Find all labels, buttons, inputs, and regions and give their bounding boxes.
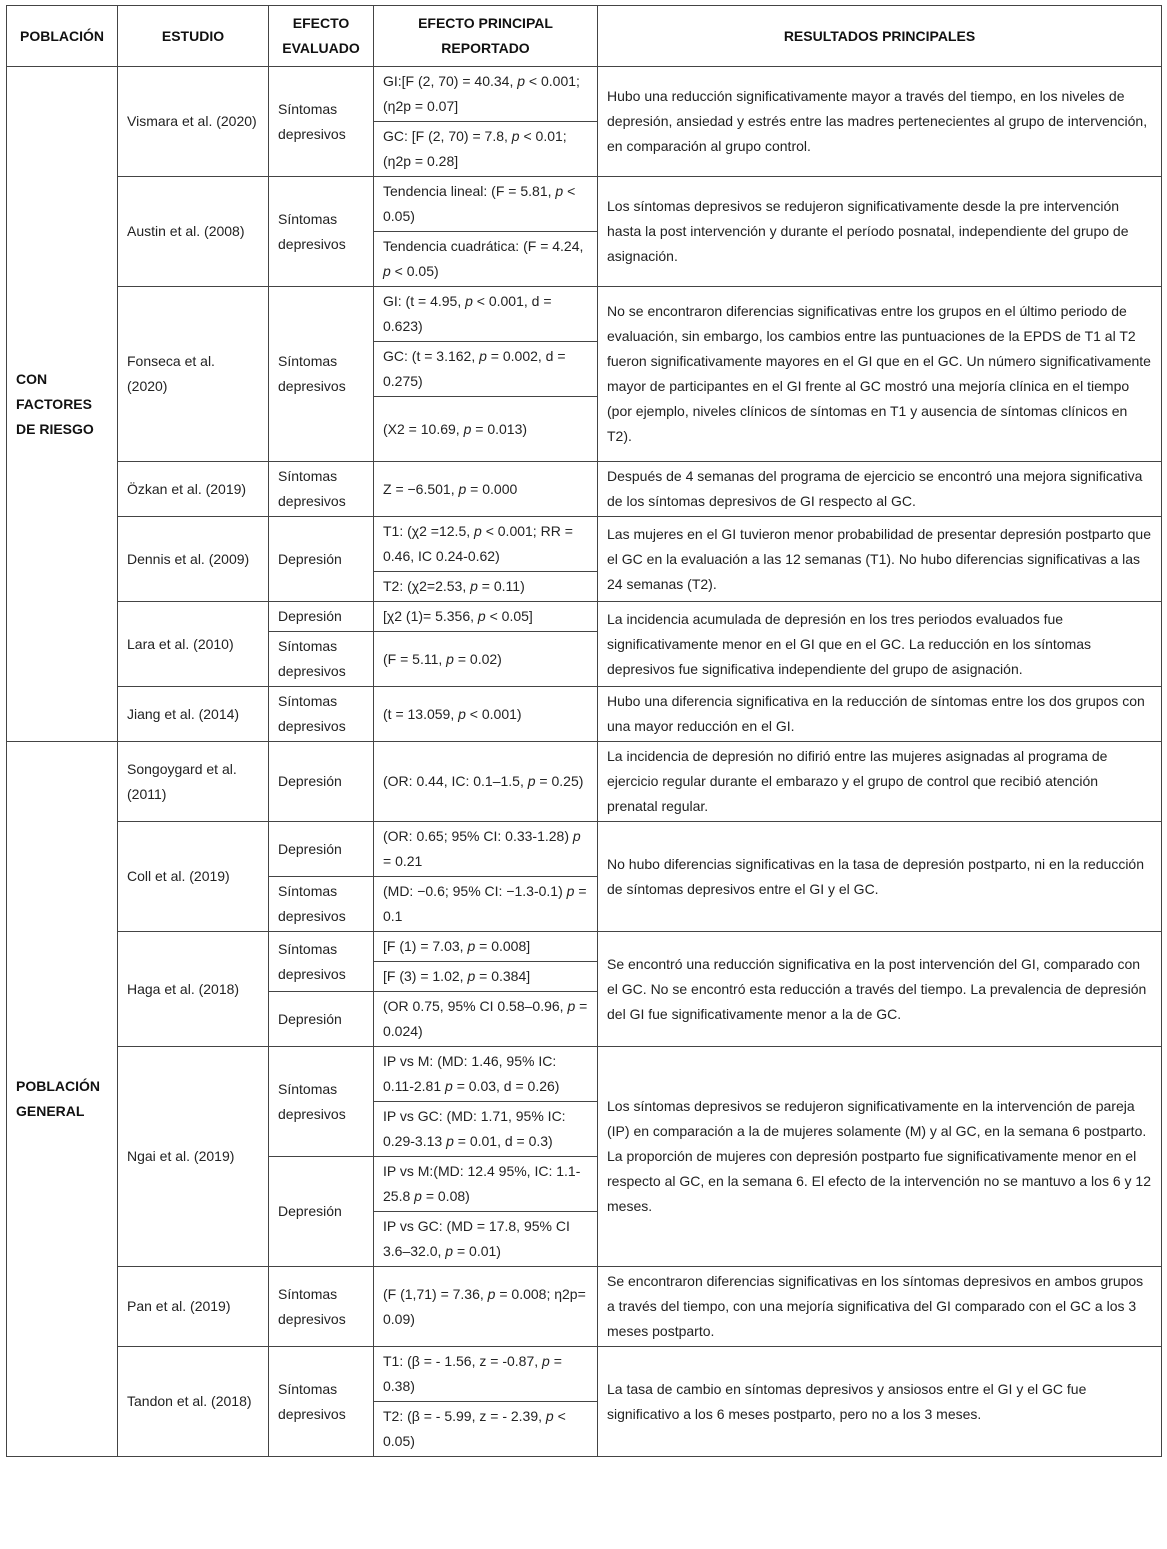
table-row bbox=[7, 1347, 1162, 1402]
effect-cell: Síntomas depresivos bbox=[269, 687, 374, 742]
effect-cell: Síntomas depresivos bbox=[269, 287, 374, 462]
study-cell: Pan et al. (2019) bbox=[118, 1267, 269, 1347]
result-cell: Hubo una diferencia significativa en la reducción de síntomas entre los dos grupos con una mayor reducción en el GI. bbox=[598, 687, 1162, 742]
table-row bbox=[7, 742, 1162, 822]
effect-cell: Síntomas depresivos bbox=[269, 177, 374, 287]
reported-effect-cell: IP vs GC: (MD: 1.71, 95% IC: 0.29-3.13 p = 0.01, d = 0.3) bbox=[374, 1102, 598, 1157]
result-cell: No hubo diferencias significativas en la tasa de depresión postparto, ni en la reducción de síntomas depresivos entre el GI y el GC. bbox=[598, 822, 1162, 932]
studies-table bbox=[6, 5, 1162, 1457]
study-cell: Dennis et al. (2009) bbox=[118, 517, 269, 602]
reported-effect-cell: Z = −6.501, p = 0.000 bbox=[374, 462, 598, 517]
table-row bbox=[7, 687, 1162, 742]
effect-cell: Síntomas depresivos bbox=[269, 877, 374, 932]
study-cell: Tandon et al. (2018) bbox=[118, 1347, 269, 1457]
result-cell: La incidencia de depresión no difirió entre las mujeres asignadas al programa de ejercicio regular durante el embarazo y el grupo de control que recibió atención prenatal regular. bbox=[598, 742, 1162, 822]
reported-effect-cell: (F (1,71) = 7.36, p = 0.008; η2p= 0.09) bbox=[374, 1267, 598, 1347]
reported-effect-cell: (t = 13.059, p < 0.001) bbox=[374, 687, 598, 742]
table-row bbox=[7, 1267, 1162, 1347]
header-poblacion: POBLACIÓN bbox=[7, 6, 118, 67]
reported-effect-cell: [F (1) = 7.03, p = 0.008] bbox=[374, 932, 598, 962]
study-cell: Vismara et al. (2020) bbox=[118, 67, 269, 177]
table-row bbox=[7, 517, 1162, 572]
effect-cell: Síntomas depresivos bbox=[269, 632, 374, 687]
effect-cell: Depresión bbox=[269, 822, 374, 877]
header-resultados: RESULTADOS PRINCIPALES bbox=[598, 6, 1162, 67]
reported-effect-cell: IP vs M:(MD: 12.4 95%, IC: 1.1-25.8 p = 0.08) bbox=[374, 1157, 598, 1212]
reported-effect-cell: Tendencia cuadrática: (F = 4.24, p < 0.05) bbox=[374, 232, 598, 287]
effect-cell: Síntomas depresivos bbox=[269, 1347, 374, 1457]
effect-cell: Depresión bbox=[269, 1157, 374, 1267]
study-cell: Haga et al. (2018) bbox=[118, 932, 269, 1047]
reported-effect-cell: T1: (β = - 1.56, z = -0.87, p = 0.38) bbox=[374, 1347, 598, 1402]
effect-cell: Depresión bbox=[269, 742, 374, 822]
result-cell: No se encontraron diferencias significativas entre los grupos en el último periodo de evaluación, sin embargo, los cambios entre las puntuaciones de la EPDS de T1 al T2 fueron significativamente mayores en el GI que en el GC. Un número significativamente mayor de participantes en el GI frente al GC mostró una mejoría clínica en el tiempo (por ejemplo, niveles clínicos de síntomas en T1 y ausencia de síntomas clínicos en T2). bbox=[598, 287, 1162, 462]
study-cell: Jiang et al. (2014) bbox=[118, 687, 269, 742]
reported-effect-cell: GI: (t = 4.95, p < 0.001, d = 0.623) bbox=[374, 287, 598, 342]
reported-effect-cell: IP vs GC: (MD = 17.8, 95% CI 3.6–32.0, p = 0.01) bbox=[374, 1212, 598, 1267]
reported-effect-cell: (OR: 0.65; 95% CI: 0.33-1.28) p = 0.21 bbox=[374, 822, 598, 877]
reported-effect-cell: (OR: 0.44, IC: 0.1–1.5, p = 0.25) bbox=[374, 742, 598, 822]
study-cell: Coll et al. (2019) bbox=[118, 822, 269, 932]
group-riesgo: CON FACTORES DE RIESGO bbox=[7, 67, 118, 742]
reported-effect-cell: T2: (χ2=2.53, p = 0.11) bbox=[374, 572, 598, 602]
result-cell: Hubo una reducción significativamente mayor a través del tiempo, en los niveles de depresión, ansiedad y estrés entre las madres pertenecientes al grupo de intervención, en comparación al grupo control. bbox=[598, 67, 1162, 177]
reported-effect-cell: [F (3) = 1.02, p = 0.384] bbox=[374, 962, 598, 992]
group-general: POBLACIÓN GENERAL bbox=[7, 742, 118, 1457]
study-cell: Ngai et al. (2019) bbox=[118, 1047, 269, 1267]
result-cell: La tasa de cambio en síntomas depresivos y ansiosos entre el GI y el GC fue significativo a los 6 meses postparto, pero no a los 3 meses. bbox=[598, 1347, 1162, 1457]
table-row bbox=[7, 287, 1162, 342]
table-row bbox=[7, 177, 1162, 232]
table-row bbox=[7, 462, 1162, 517]
effect-cell: Depresión bbox=[269, 992, 374, 1047]
effect-cell: Síntomas depresivos bbox=[269, 1267, 374, 1347]
study-cell: Lara et al. (2010) bbox=[118, 602, 269, 687]
reported-effect-cell: (MD: −0.6; 95% CI: −1.3-0.1) p = 0.1 bbox=[374, 877, 598, 932]
table-row bbox=[7, 602, 1162, 632]
reported-effect-cell: (X2 = 10.69, p = 0.013) bbox=[374, 397, 598, 462]
reported-effect-cell: (OR 0.75, 95% CI 0.58–0.96, p = 0.024) bbox=[374, 992, 598, 1047]
effect-cell: Síntomas depresivos bbox=[269, 1047, 374, 1157]
table-row bbox=[7, 932, 1162, 962]
header-estudio: ESTUDIO bbox=[118, 6, 269, 67]
reported-effect-cell: GI:[F (2, 70) = 40.34, p < 0.001; (η2p = 0.07] bbox=[374, 67, 598, 122]
table-row bbox=[7, 822, 1162, 877]
result-cell: Los síntomas depresivos se redujeron significativamente en la intervención de pareja (IP) en comparación a la de mujeres solamente (M) y al GC, en la semana 6 postparto. La proporción de mujeres con depresión postparto fue significativamente menor en el respecto al GC, en la semana 6. El efecto de la intervención no se mantuvo a los 6 y 12 meses. bbox=[598, 1047, 1162, 1267]
effect-cell: Depresión bbox=[269, 602, 374, 632]
header-efecto-principal: EFECTO PRINCIPAL REPORTADO bbox=[374, 6, 598, 67]
table-row bbox=[7, 67, 1162, 122]
result-cell: La incidencia acumulada de depresión en los tres periodos evaluados fue significativamente menor en el GI que en el GC. La reducción en los síntomas depresivos fue significativa independiente del grupo de asignación. bbox=[598, 602, 1162, 687]
reported-effect-cell: [χ2 (1)= 5.356, p < 0.05] bbox=[374, 602, 598, 632]
header-efecto-evaluado: EFECTO EVALUADO bbox=[269, 6, 374, 67]
reported-effect-cell: T2: (β = - 5.99, z = - 2.39, p < 0.05) bbox=[374, 1402, 598, 1457]
effect-cell: Síntomas depresivos bbox=[269, 462, 374, 517]
effect-cell: Síntomas depresivos bbox=[269, 67, 374, 177]
result-cell: Las mujeres en el GI tuvieron menor probabilidad de presentar depresión postparto que el GC en la evaluación a las 12 semanas (T1). No hubo diferencias significativas a las 24 semanas (T2). bbox=[598, 517, 1162, 602]
result-cell: Los síntomas depresivos se redujeron significativamente desde la pre intervención hasta la post intervención y durante el período posnatal, independiente del grupo de asignación. bbox=[598, 177, 1162, 287]
effect-cell: Síntomas depresivos bbox=[269, 932, 374, 992]
header-row bbox=[7, 6, 1162, 67]
reported-effect-cell: IP vs M: (MD: 1.46, 95% IC: 0.11-2.81 p = 0.03, d = 0.26) bbox=[374, 1047, 598, 1102]
reported-effect-cell: (F = 5.11, p = 0.02) bbox=[374, 632, 598, 687]
reported-effect-cell: T1: (χ2 =12.5, p < 0.001; RR = 0.46, IC 0.24-0.62) bbox=[374, 517, 598, 572]
study-cell: Özkan et al. (2019) bbox=[118, 462, 269, 517]
table-row bbox=[7, 1047, 1162, 1102]
study-cell: Austin et al. (2008) bbox=[118, 177, 269, 287]
study-cell: Songoygard et al. (2011) bbox=[118, 742, 269, 822]
result-cell: Se encontraron diferencias significativas en los síntomas depresivos en ambos grupos a través del tiempo, con una mejoría significativa del GI comparado con el GC a los 3 meses postparto. bbox=[598, 1267, 1162, 1347]
result-cell: Después de 4 semanas del programa de ejercicio se encontró una mejora significativa de los síntomas depresivos de GI respecto al GC. bbox=[598, 462, 1162, 517]
reported-effect-cell: GC: [F (2, 70) = 7.8, p < 0.01; (η2p = 0.28] bbox=[374, 122, 598, 177]
study-cell: Fonseca et al. (2020) bbox=[118, 287, 269, 462]
result-cell: Se encontró una reducción significativa en la post intervención del GI, comparado con el GC. No se encontró esta reducción a través del tiempo. La prevalencia de depresión del GI fue significativamente menor a la de GC. bbox=[598, 932, 1162, 1047]
reported-effect-cell: Tendencia lineal: (F = 5.81, p < 0.05) bbox=[374, 177, 598, 232]
effect-cell: Depresión bbox=[269, 517, 374, 602]
reported-effect-cell: GC: (t = 3.162, p = 0.002, d = 0.275) bbox=[374, 342, 598, 397]
